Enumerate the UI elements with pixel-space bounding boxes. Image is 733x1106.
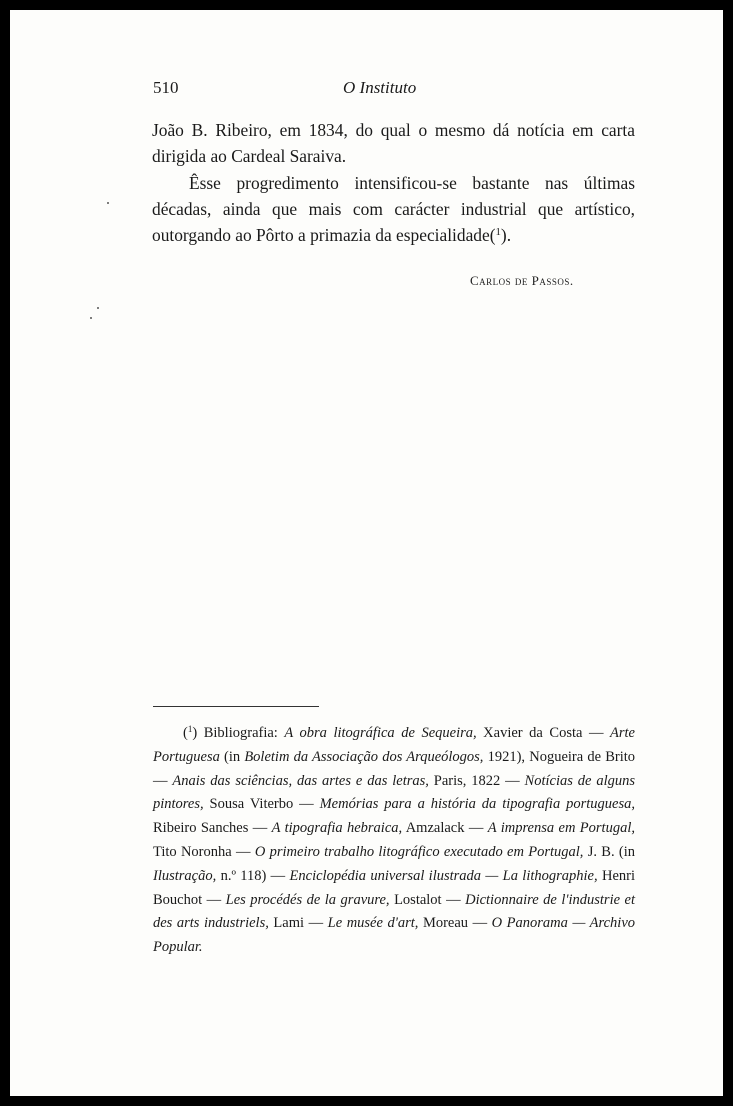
paper-speck <box>107 202 109 204</box>
footnote-title: Memórias para a história da tipografia portuguesa, <box>319 796 635 813</box>
footnote-paragraph <box>153 722 635 960</box>
paragraph-1: João B. Ribeiro, em 1834, do qual o mesmo dá notícia em carta dirigida ao Cardeal Saraiva. <box>152 120 635 167</box>
footnote-mark-close: ) <box>192 725 198 741</box>
footnote-title: O Panorama — Archivo Popular. <box>153 915 636 956</box>
footnote-segment: Paris, 1822 — <box>428 772 525 789</box>
footnote-segment: 1921), Nogueira de Brito — <box>153 748 635 789</box>
footnote-segment: Lami — <box>268 915 328 932</box>
footnote-mark-open: ( <box>183 725 188 741</box>
running-title: O Instituto <box>343 78 417 97</box>
page-number: 510 <box>153 78 179 97</box>
paper-speck <box>97 307 99 309</box>
footnote-ref-open: ( <box>489 225 496 246</box>
footnote-segment: Bibliografia: <box>197 725 285 741</box>
footnote-segment: Xavier da Costa — <box>476 725 611 741</box>
footnote-title: A imprensa em Portugal, <box>487 820 635 837</box>
footnote-title: Le musée d'art, <box>327 915 419 932</box>
footnote-segment: (in <box>219 748 245 765</box>
footnote-title: Boletim da Associação dos Arqueólogos, <box>244 748 484 765</box>
footnote <box>153 722 635 960</box>
footnote-title: A obra litográfica de Sequeira, <box>284 725 477 741</box>
footnote-title: Arte Portuguesa <box>153 725 635 765</box>
paper-speck <box>90 317 92 319</box>
footnote-segment: Moreau — <box>418 915 492 932</box>
footnote-ref-number: 1 <box>495 226 501 239</box>
footnote-mark-number: 1 <box>187 724 193 735</box>
footnote-segment: Tito Noronha — <box>153 843 255 860</box>
paragraph-2 <box>152 170 635 249</box>
footnote-segment: Amzalack — <box>402 820 488 837</box>
footnote-rule <box>153 706 319 707</box>
footnote-ref-close: ). <box>500 225 512 246</box>
footnote-title: Notícias de alguns pintores, <box>153 772 636 813</box>
paragraph-2-text: Êsse progredimento intensificou-se bastante nas últimas décadas, ainda que mais com carácter industrial que artístico, outorgando ao Pôrto a primazia da especialidade <box>152 172 635 246</box>
footnote-title: Ilustração, <box>153 867 217 884</box>
footnote-segment: Sousa Viterbo — <box>203 796 320 813</box>
footnote-segment: n.º 118) — <box>216 867 290 884</box>
footnote-title: A tipografia hebraica, <box>271 820 403 837</box>
footnote-title: Enciclopédia universal ilustrada — La lithographie, <box>289 867 598 884</box>
scanned-page <box>10 10 723 1096</box>
page-header <box>153 78 635 108</box>
body-text <box>152 117 635 248</box>
footnote-title: Dictionnaire de l'industrie et des arts industriels, <box>153 891 635 932</box>
footnote-title: O primeiro trabalho litográfico executado em Portugal, <box>254 843 584 860</box>
author-signature: Carlos de Passos. <box>470 273 574 288</box>
footnote-segment: J. B. (in <box>583 843 636 860</box>
footnote-segment: Ribeiro Sanches — <box>153 820 272 837</box>
footnote-title: Les procédés de la gravure, <box>225 891 390 908</box>
footnote-segment: Lostalot — <box>389 891 466 908</box>
footnote-segment: Henri Bouchot — <box>153 867 635 908</box>
footnote-title: Anais das sciências, das artes e das letras, <box>172 772 429 789</box>
